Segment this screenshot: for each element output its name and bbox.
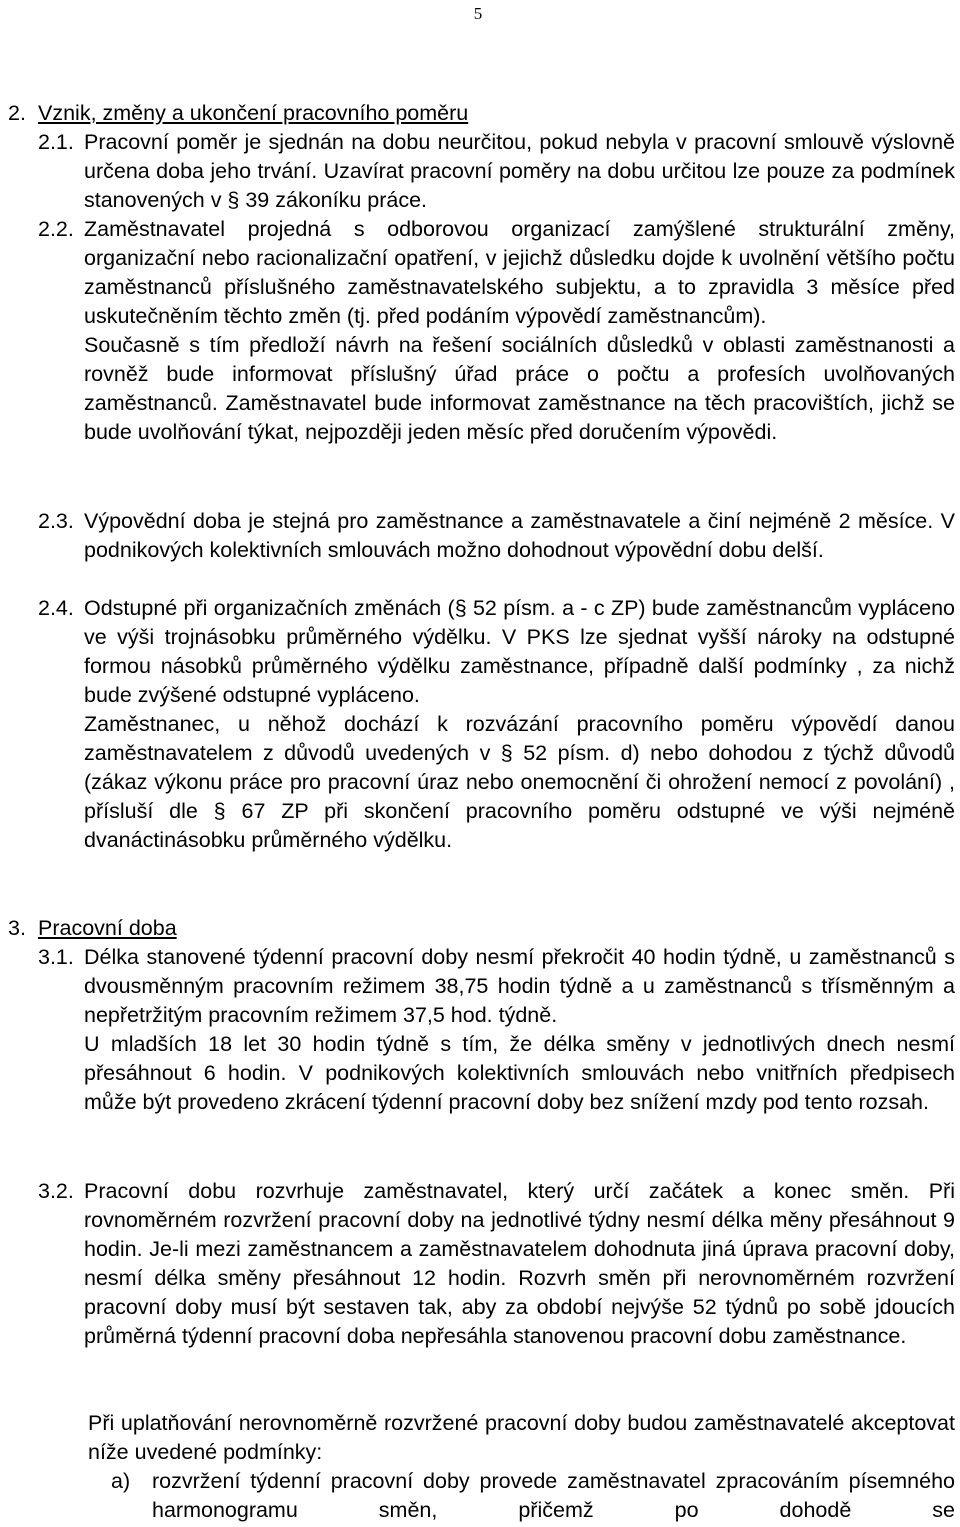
condition-a xyxy=(111,1467,955,1525)
clause-number: 2.1. xyxy=(38,130,74,154)
clause-3-1 xyxy=(38,943,955,1117)
clause-paragraph: Současně s tím předloží návrh na řešení sociálních důsledků v oblasti zaměstnanosti a rovněž bude informovat příslušný úřad práce o počtu a profesích uvolňovaných zaměstnanců. Zaměstnavatel bude informovat zaměstnance na těch pracovištích, jichž se bude uvolňování týkat, nejpozději jeden měsíc před doručením výpovědi. xyxy=(84,333,955,444)
clause-number: 2.2. xyxy=(38,217,74,241)
clause-paragraph: Zaměstnavatel projedná s odborovou organizací zamýšlené strukturální změny, organizační nebo racionalizační opatření, v jejichž důsledku dojde k uvolnění většího počtu zaměstnanců příslušného zaměstnavatelského subjektu, a to zpravidla 3 měsíce před uskutečněním těchto změn (tj. před podáním výpovědí zaměstnancům). xyxy=(84,217,955,328)
clause-paragraph: Výpovědní doba je stejná pro zaměstnance a zaměstnavatele a činí nejméně 2 měsíce. V podnikových kolektivních smlouvách možno dohodnout výpovědní dobu delší. xyxy=(84,509,955,562)
section-heading-2 xyxy=(8,99,948,128)
clause-number: 2.3. xyxy=(38,509,74,533)
section-number: 2. xyxy=(8,101,26,125)
clause-number: 2.4. xyxy=(38,596,74,620)
clause-number: 3.2. xyxy=(38,1179,74,1203)
condition-text: rozvržení týdenní pracovní doby provede zaměstnavatel zpracováním písemného harmonogramu směn, přičemž po dohodě se xyxy=(152,1469,955,1522)
page-number: 5 xyxy=(473,4,483,23)
clause-paragraph: U mladších 18 let 30 hodin týdně s tím, že délka směny v jednotlivých dnech nesmí přesáhnout 6 hodin. V podnikových kolektivních smlouvách nebo vnitřních předpisech může být provedeno zkrácení týdenní pracovní doby bez snížení mzdy pod tento rozsah. xyxy=(84,1032,955,1114)
clause-3-2 xyxy=(38,1177,955,1351)
clause-number: 3.1. xyxy=(38,945,74,969)
condition-label: a) xyxy=(111,1469,131,1493)
clause-paragraph: Pracovní poměr je sjednán na dobu neurčitou, pokud nebyla v pracovní smlouvě výslovně určena doba jeho trvání. Uzavírat pracovní poměry na dobu určitou lze pouze za podmínek stanovených v § 39 zákoníku práce. xyxy=(84,130,955,212)
closing-paragraph-text: Při uplatňování nerovnoměrně rozvržené pracovní doby budou zaměstnavatelé akceptovat níže uvedené podmínky: xyxy=(88,1411,955,1464)
closing-paragraph xyxy=(88,1409,955,1467)
clause-paragraph: Zaměstnanec, u něhož dochází k rozvázání pracovního poměru výpovědí danou zaměstnavatelem z důvodů uvedených v § 52 písm. d) nebo dohodou z týchž důvodů (zákaz výkonu práce pro pracovní úraz nebo onemocnění či ohrožení nemocí z povolání) , přísluší dle § 67 ZP při skončení pracovního poměru odstupné ve výši nejméně dvanáctinásobku průměrného výdělku. xyxy=(84,712,955,852)
clause-paragraph: Délka stanovené týdenní pracovní doby nesmí překročit 40 hodin týdně, u zaměstnanců s dvousměnným pracovním režimem 38,75 hodin týdně a u zaměstnanců s třísměnným a nepřetržitým pracovním režimem 37,5 hod. týdně. xyxy=(84,945,955,1027)
section-title: Vznik, změny a ukončení pracovního poměru xyxy=(38,101,469,125)
section-number: 3. xyxy=(8,916,26,940)
clause-2-2 xyxy=(38,215,955,447)
section-heading-3 xyxy=(8,914,948,943)
section-title: Pracovní doba xyxy=(38,916,177,940)
clause-2-4 xyxy=(38,594,955,855)
clause-paragraph: Odstupné při organizačních změnách (§ 52 písm. a - c ZP) bude zaměstnancům vypláceno ve výši trojnásobku průměrného výdělku. V PKS lze sjednat vyšší nároky na odstupné formou násobků průměrného výdělku zaměstnance, případně další podmínky , za nichž bude zvýšené odstupné vypláceno. xyxy=(84,596,955,707)
clause-paragraph: Pracovní dobu rozvrhuje zaměstnavatel, který určí začátek a konec směn. Při rovnoměrném rozvržení pracovní doby na jednotlivé týdny nesmí délka měny přesáhnout 9 hodin. Je-li mezi zaměstnancem a zaměstnavatelem dohodnuta jiná úprava pracovní doby, nesmí délka směny přesáhnout 12 hodin. Rozvrh směn při nerovnoměrném rozvržení pracovní doby musí být sestaven tak, aby za období nejvýše 52 týdnů po sobě jdoucích průměrná týdenní pracovní doba nepřesáhla stanovenou pracovní dobu zaměstnance. xyxy=(84,1179,955,1348)
clause-2-3 xyxy=(38,507,955,565)
clause-2-1 xyxy=(38,128,955,215)
